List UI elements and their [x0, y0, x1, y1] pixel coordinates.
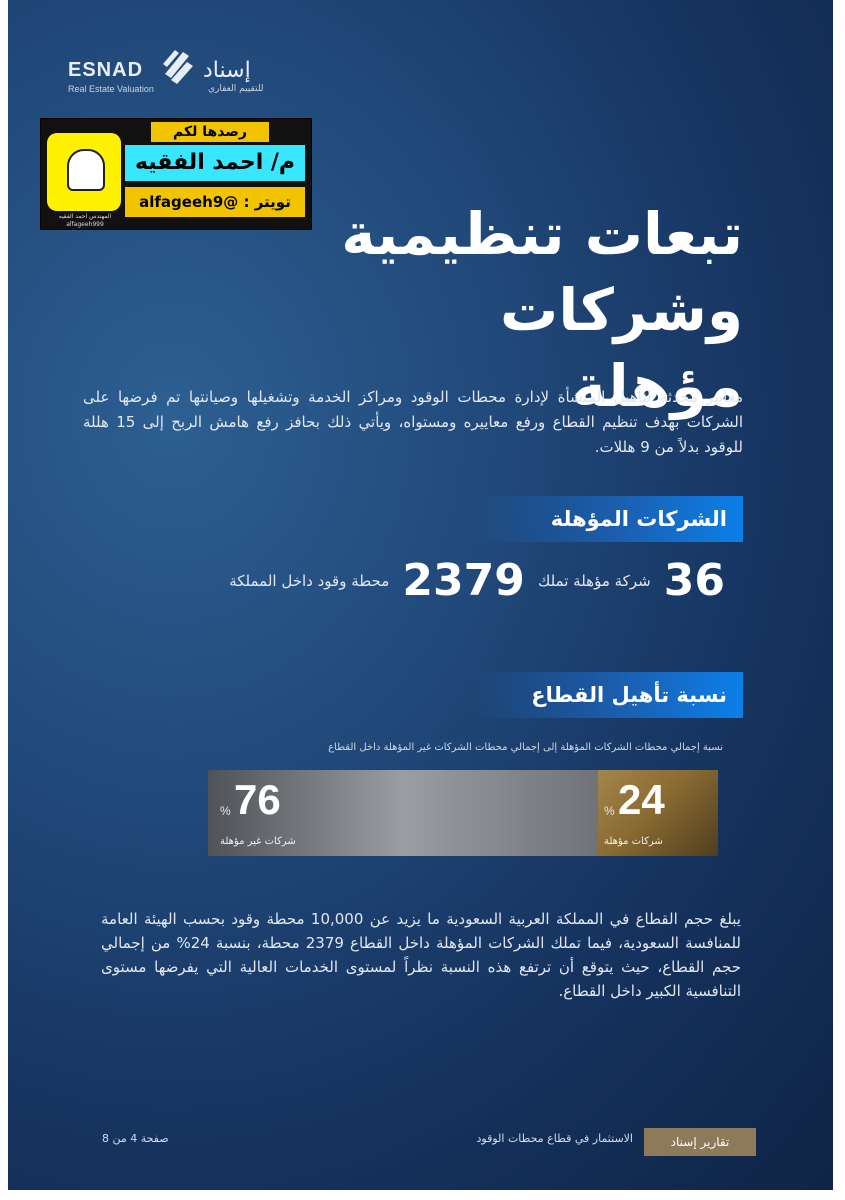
qualified-label: شركات مؤهلة	[604, 836, 663, 847]
qualified-companies-stat	[165, 555, 725, 625]
unqualified-label: شركات غير مؤهلة	[220, 836, 296, 847]
companies-count: 36	[663, 555, 725, 606]
reports-label-button[interactable]: تقارير إسناد	[644, 1128, 756, 1156]
ratio-caption: نسبة إجمالي محطات الشركات المؤهلة إلى إجمالي محطات الشركات غير المؤهلة داخل القطاع	[328, 742, 723, 753]
sticker-tag: رصدها لكم	[151, 122, 269, 142]
qualified-percent-sign: %	[604, 804, 615, 818]
page-title-line2: وشركات مؤهلة	[500, 276, 743, 420]
snapcode-caption-name: المهندس احمد الفقيه	[58, 213, 112, 220]
logo-brand-ar: إسناد	[203, 58, 251, 83]
snapcode-caption-handle: alfageeh999	[66, 221, 104, 228]
page-title-line1: تبعات تنظيمية	[341, 200, 743, 268]
snapchat-ghost-icon	[67, 149, 105, 191]
qualified-segment	[598, 770, 718, 856]
author-sticker	[40, 118, 312, 230]
section-heading-qualified-companies: الشركات المؤهلة	[471, 496, 743, 542]
esnad-logo	[68, 44, 293, 94]
report-page	[8, 0, 833, 1190]
snapcode	[47, 133, 121, 211]
logo-brand-en: ESNAD	[68, 59, 144, 81]
qualification-ratio-bar	[208, 770, 718, 856]
unqualified-segment	[208, 770, 598, 856]
page-number: صفحة 4 من 8	[102, 1132, 169, 1145]
qualified-value: 24	[618, 776, 665, 823]
section-heading-sector-qualification: نسبة تأهيل القطاع	[473, 672, 743, 718]
esnad-mark-icon	[161, 44, 195, 84]
logo-tagline-ar: للتقييم العقاري	[208, 84, 264, 94]
unqualified-value: 76	[234, 776, 281, 823]
stations-count: 2379	[402, 555, 525, 606]
publication-title: الاستثمار في قطاع محطات الوقود	[476, 1132, 633, 1145]
sticker-twitter-handle: تويتر : @alfageeh9	[125, 187, 305, 217]
snapcode-caption	[45, 213, 125, 229]
sticker-author-name: م/ احمد الفقيه	[125, 145, 305, 181]
stations-text: محطة وقود داخل المملكة	[229, 571, 390, 590]
logo-tagline-en: Real Estate Valuation	[68, 84, 154, 94]
sector-paragraph: يبلغ حجم القطاع في المملكة العربية السعودية ما يزيد عن 10,000 محطة وقود بحسب الهيئة العامة للمنافسة السعودية، فيما تملك الشركات المؤهلة داخل القطاع 2379 محطة، بنسبة 24% من إجمالي حجم القطاع، حيث يتوقع أن ترتفع هذه النسبة نظراً لمستوى الخدمات العالية التي يفرضها مستوى التنافسية الكبير داخل القطاع.	[101, 910, 741, 1000]
intro-paragraph: معايير محدثة لتأهيل المنشأة لإدارة محطات الوقود ومراكز الخدمة وتشغيلها وصيانتها تم فرضها على الشركات بهدف تنظيم القطاع ورفع معاييره ومستواه، ويأتي ذلك بحافز رفع هامش الربح إلى 15 هللة للوقود بدلاً من 9 هللات.	[83, 388, 743, 456]
companies-text: شركة مؤهلة تملك	[537, 571, 651, 590]
unqualified-percent-sign: %	[220, 804, 231, 818]
